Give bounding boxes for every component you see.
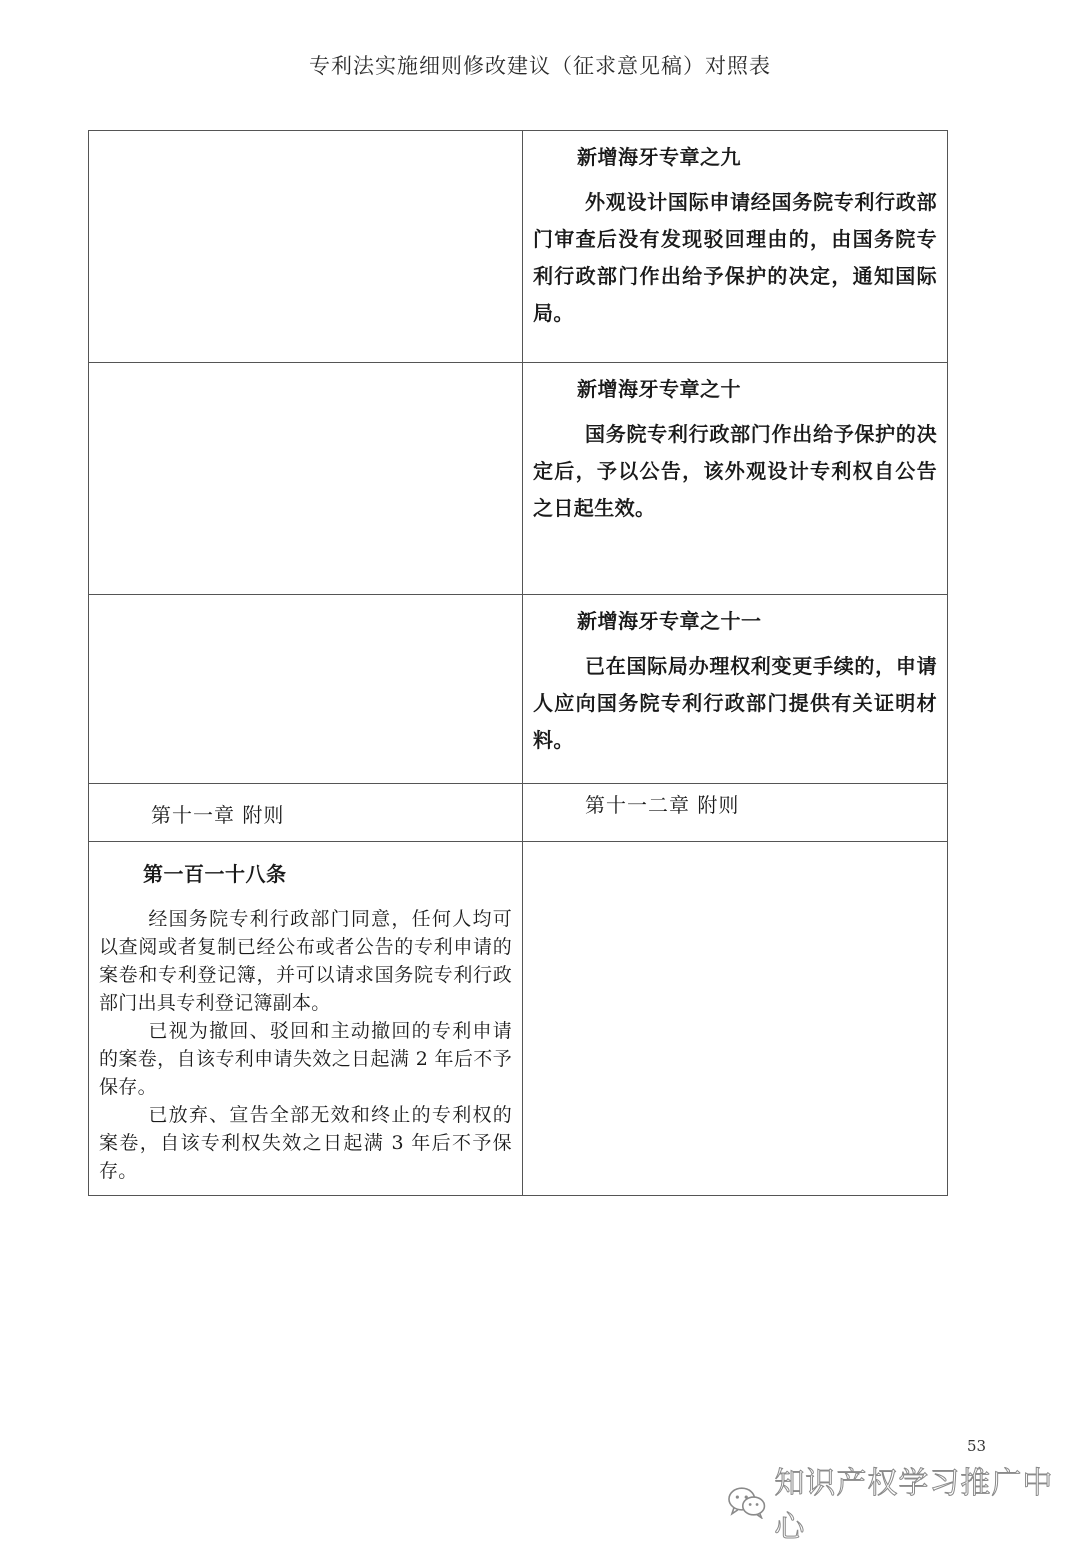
old-article-paragraph: 已视为撤回、驳回和主动撤回的专利申请的案卷，自该专利申请失效之日起满 2 年后不予保存。 [99,1020,512,1098]
new-article-title: 新增海牙专章之十 [577,377,741,401]
watermark-text: 知识产权学习推广中心 [774,1466,1054,1545]
new-chapter-heading: 第十一二章 附则 [585,793,740,817]
old-chapter-heading: 第十一章 附则 [151,803,285,827]
old-text-cell [89,363,523,595]
wechat-icon [727,1485,766,1519]
table-row [89,842,948,1196]
new-article-title: 新增海牙专章之九 [577,145,741,169]
new-article-body: 外观设计国际申请经国务院专利行政部门审查后没有发现驳回理由的，由国务院专利行政部门作出给予保护的决定，通知国际局。 [533,190,937,325]
old-article-title: 第一百一十八条 [143,862,287,886]
chapter-row [89,784,948,842]
table-row [89,363,948,595]
watermark [727,1458,1080,1546]
new-text-cell [523,363,948,595]
old-text-cell [89,842,523,1196]
new-chapter-cell [523,784,948,842]
old-article-paragraph: 经国务院专利行政部门同意，任何人均可以查阅或者复制已经公布或者公告的专利申请的案卷和专利登记簿，并可以请求国务院专利行政部门出具专利登记簿副本。 [99,908,512,1014]
old-article-paragraph: 已放弃、宣告全部无效和终止的专利权的案卷，自该专利权失效之日起满 3 年后不予保存。 [99,1104,512,1182]
new-text-cell [523,842,948,1196]
table-row [89,131,948,363]
new-text-cell [523,131,948,363]
document-header: 专利法实施细则修改建议（征求意见稿）对照表 [309,54,771,78]
old-chapter-cell [89,784,523,842]
comparison-table [88,130,948,1196]
page-number: 53 [967,1437,987,1455]
old-text-cell [89,131,523,363]
new-text-cell [523,595,948,784]
table-row [89,595,948,784]
old-text-cell [89,595,523,784]
new-article-body: 已在国际局办理权利变更手续的，申请人应向国务院专利行政部门提供有关证明材料。 [533,654,937,752]
new-article-body: 国务院专利行政部门作出给予保护的决定后，予以公告，该外观设计专利权自公告之日起生效。 [533,422,937,520]
new-article-title: 新增海牙专章之十一 [577,609,762,633]
